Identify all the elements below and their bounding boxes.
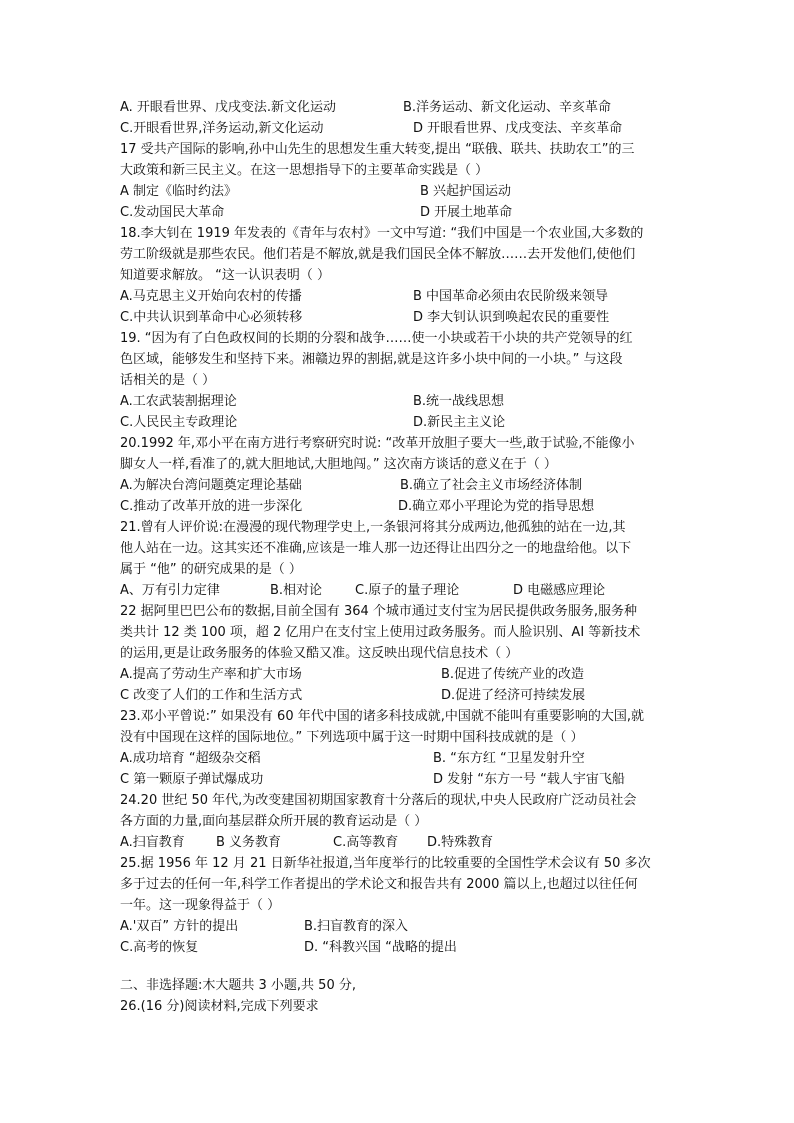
- q22-option-a: A.提高了劳动生产率和扩大市场: [120, 667, 302, 682]
- q25-stem-line-3: 一年。这一现象得益于（ ）: [120, 898, 281, 913]
- q22-stem-line-2: 类共计 12 类 100 项，超 2 亿用户在支付宝上使用过政务服务。而人脸识别、AI 等新技术: [120, 625, 641, 640]
- q22-stem-line-1: 22 据阿里巴巴公布的数据,目前全国有 364 个城市通过支付宝为居民提供政务服务,服务种: [120, 604, 638, 619]
- q24-option-a: A.扫盲教育: [120, 835, 185, 850]
- q21-stem-line-2: 他人站在一边。这其实还不准确,应该是一堆人那一边还得让出四分之一的地盘给他。以下: [120, 541, 632, 556]
- q17-option-b: B 兴起护国运动: [420, 184, 512, 199]
- q22-option-c: C 改变了人们的工作和生活方式: [120, 688, 303, 703]
- q20-stem-line-2: 脚女人一样,看准了的,就大胆地试,大胆地闯。” 这次南方谈话的意义在于（ ）: [120, 457, 557, 472]
- q23-option-b: B. “东方红 “卫星发射升空: [433, 751, 585, 766]
- section-2-heading: 二、非选择题:木大题共 3 小题,共 50 分,: [120, 978, 356, 993]
- q19-stem-line-1: 19. “因为有了白色政权间的长期的分裂和战争……使一小块或若干小块的共产党领导的红: [120, 331, 633, 346]
- q18-option-c: C.中共认识到革命中心必须转移: [120, 310, 303, 325]
- q17-option-c: C.发动国民大革命: [120, 205, 225, 220]
- q25-option-b: B.扫盲教育的深入: [304, 919, 409, 934]
- q19-stem-line-2: 色区域，能够发生和坚持下来。湘赣边界的割据,就是这许多小块中间的一小块。” 与这段: [120, 352, 623, 367]
- q23-option-d: D 发射 “东方一号 “载人宇宙飞船: [433, 772, 625, 787]
- q20-option-b: B.确立了社会主义市场经济体制: [400, 478, 583, 493]
- q25-option-d: D. “科教兴国 “战略的提出: [304, 940, 457, 955]
- q17-option-a: A 制定《临时约法》: [120, 184, 238, 199]
- q19-stem-line-3: 话相关的是（ ）: [120, 373, 216, 388]
- q16-option-d: D 开眼看世界、戊戌变法、辛亥革命: [413, 121, 623, 136]
- q24-stem-line-2: 各方面的力量,面向基层群众所开展的教育运动是（ ）: [120, 814, 428, 829]
- q17-stem-line-2: 大政策和新三民主义。在这一思想指导下的主要革命实践是（ ）: [120, 163, 489, 178]
- q18-stem-line-2: 劳工阶级就是那些农民。他们若是不解放,就是我们国民全体不解放……去开发他们,使他们: [120, 247, 636, 262]
- q26-heading: 26.(16 分)阅读材料,完成下列要求: [120, 999, 319, 1014]
- q24-option-c: C.高等教育: [333, 835, 399, 850]
- q25-stem-line-2: 多于过去的任何一年,科学工作者提出的学术论文和报告共有 2000 篇以上,也超过以往任何: [120, 877, 638, 892]
- q19-option-d: D.新民主主义论: [413, 415, 506, 430]
- q17-stem-line-1: 17 受共产国际的影响,孙中山先生的思想发生重大转变,提出 “联俄、联共、扶助农工”的三: [120, 142, 635, 157]
- q20-option-a: A.为解决台湾问题奠定理论基础: [120, 478, 302, 493]
- q20-option-c: C.推动了改革开放的进一步深化: [120, 499, 303, 514]
- q21-option-d: D 电磁感应理论: [513, 583, 606, 598]
- q21-stem-line-3: 属于 “他” 的研究成果的是（ ）: [120, 562, 302, 577]
- q19-option-a: A.工农武装割据理论: [120, 394, 237, 409]
- q16-option-b: B.洋务运动、新文化运动、辛亥革命: [403, 100, 612, 115]
- q25-option-c: C.高考的恢复: [120, 940, 199, 955]
- q21-stem-line-1: 21.曾有人评价说:在漫漫的现代物理学史上,一条银河将其分成两边,他孤独的站在一边,其: [120, 520, 626, 535]
- q23-option-a: A.成功培育 “超级杂交稻: [120, 751, 261, 766]
- q20-stem-line-1: 20.1992 年,邓小平在南方进行考察研究时说: “改革开放胆子要大一些,敢于试验,不能像小: [120, 436, 635, 451]
- q23-option-c: C 第一颗原子弹试爆成功: [120, 772, 264, 787]
- q18-option-b: B 中国革命必须由农民阶级来领导: [413, 289, 609, 304]
- q24-option-b: B 义务教育: [216, 835, 282, 850]
- q24-stem-line-1: 24.20 世纪 50 年代,为改变建国初期国家教育十分落后的现状,中央人民政府广泛动员社会: [120, 793, 637, 808]
- q19-option-b: B.统一战线思想: [413, 394, 505, 409]
- q16-option-a: A. 开眼看世界、戊戌变法.新文化运动: [120, 100, 337, 115]
- q21-option-b: B.相对论: [270, 583, 323, 598]
- q25-option-a: A.'双百” 方针的提出: [120, 919, 239, 934]
- q18-option-d: D 李大钊认识到唤起农民的重要性: [413, 310, 610, 325]
- q18-option-a: A.马克思主义开始向农村的传播: [120, 289, 302, 304]
- q21-option-c: C.原子的量子理论: [355, 583, 460, 598]
- q25-stem-line-1: 25.据 1956 年 12 月 21 日新华社报道,当年度举行的比较重要的全国性学术会议有 50 多次: [120, 856, 651, 871]
- q24-option-d: D.特殊教育: [427, 835, 494, 850]
- q16-option-c: C.开眼看世界,洋务运动,新文化运动: [120, 121, 324, 136]
- q23-stem-line-1: 23.邓小平曾说:” 如果没有 60 年代中国的诸多科技成就,中国就不能叫有重要影响的大国,就: [120, 709, 644, 724]
- q18-stem-line-3: 知道要求解放。 “这一认识表明（ ）: [120, 268, 330, 283]
- q17-option-d: D 开展土地革命: [420, 205, 513, 220]
- q19-option-c: C.人民民主专政理论: [120, 415, 238, 430]
- q23-stem-line-2: 没有中国现在这样的国际地位。” 下列选项中属于这一时期中国科技成就的是（ ）: [120, 730, 584, 745]
- q21-option-a: A、万有引力定律: [120, 583, 220, 598]
- q22-option-d: D.促进了经济可持续发展: [441, 688, 586, 703]
- q18-stem-line-1: 18.李大钊在 1919 年发表的《青年与农村》一文中写道: “我们中国是一个农业国,大多数的: [120, 226, 644, 241]
- q22-stem-line-3: 的运用,更是让政务服务的体验又酷又准。这反映出现代信息技术（ ）: [120, 646, 519, 661]
- q20-option-d: D.确立邓小平理论为党的指导思想: [398, 499, 595, 514]
- q22-option-b: B.促进了传统产业的改造: [441, 667, 585, 682]
